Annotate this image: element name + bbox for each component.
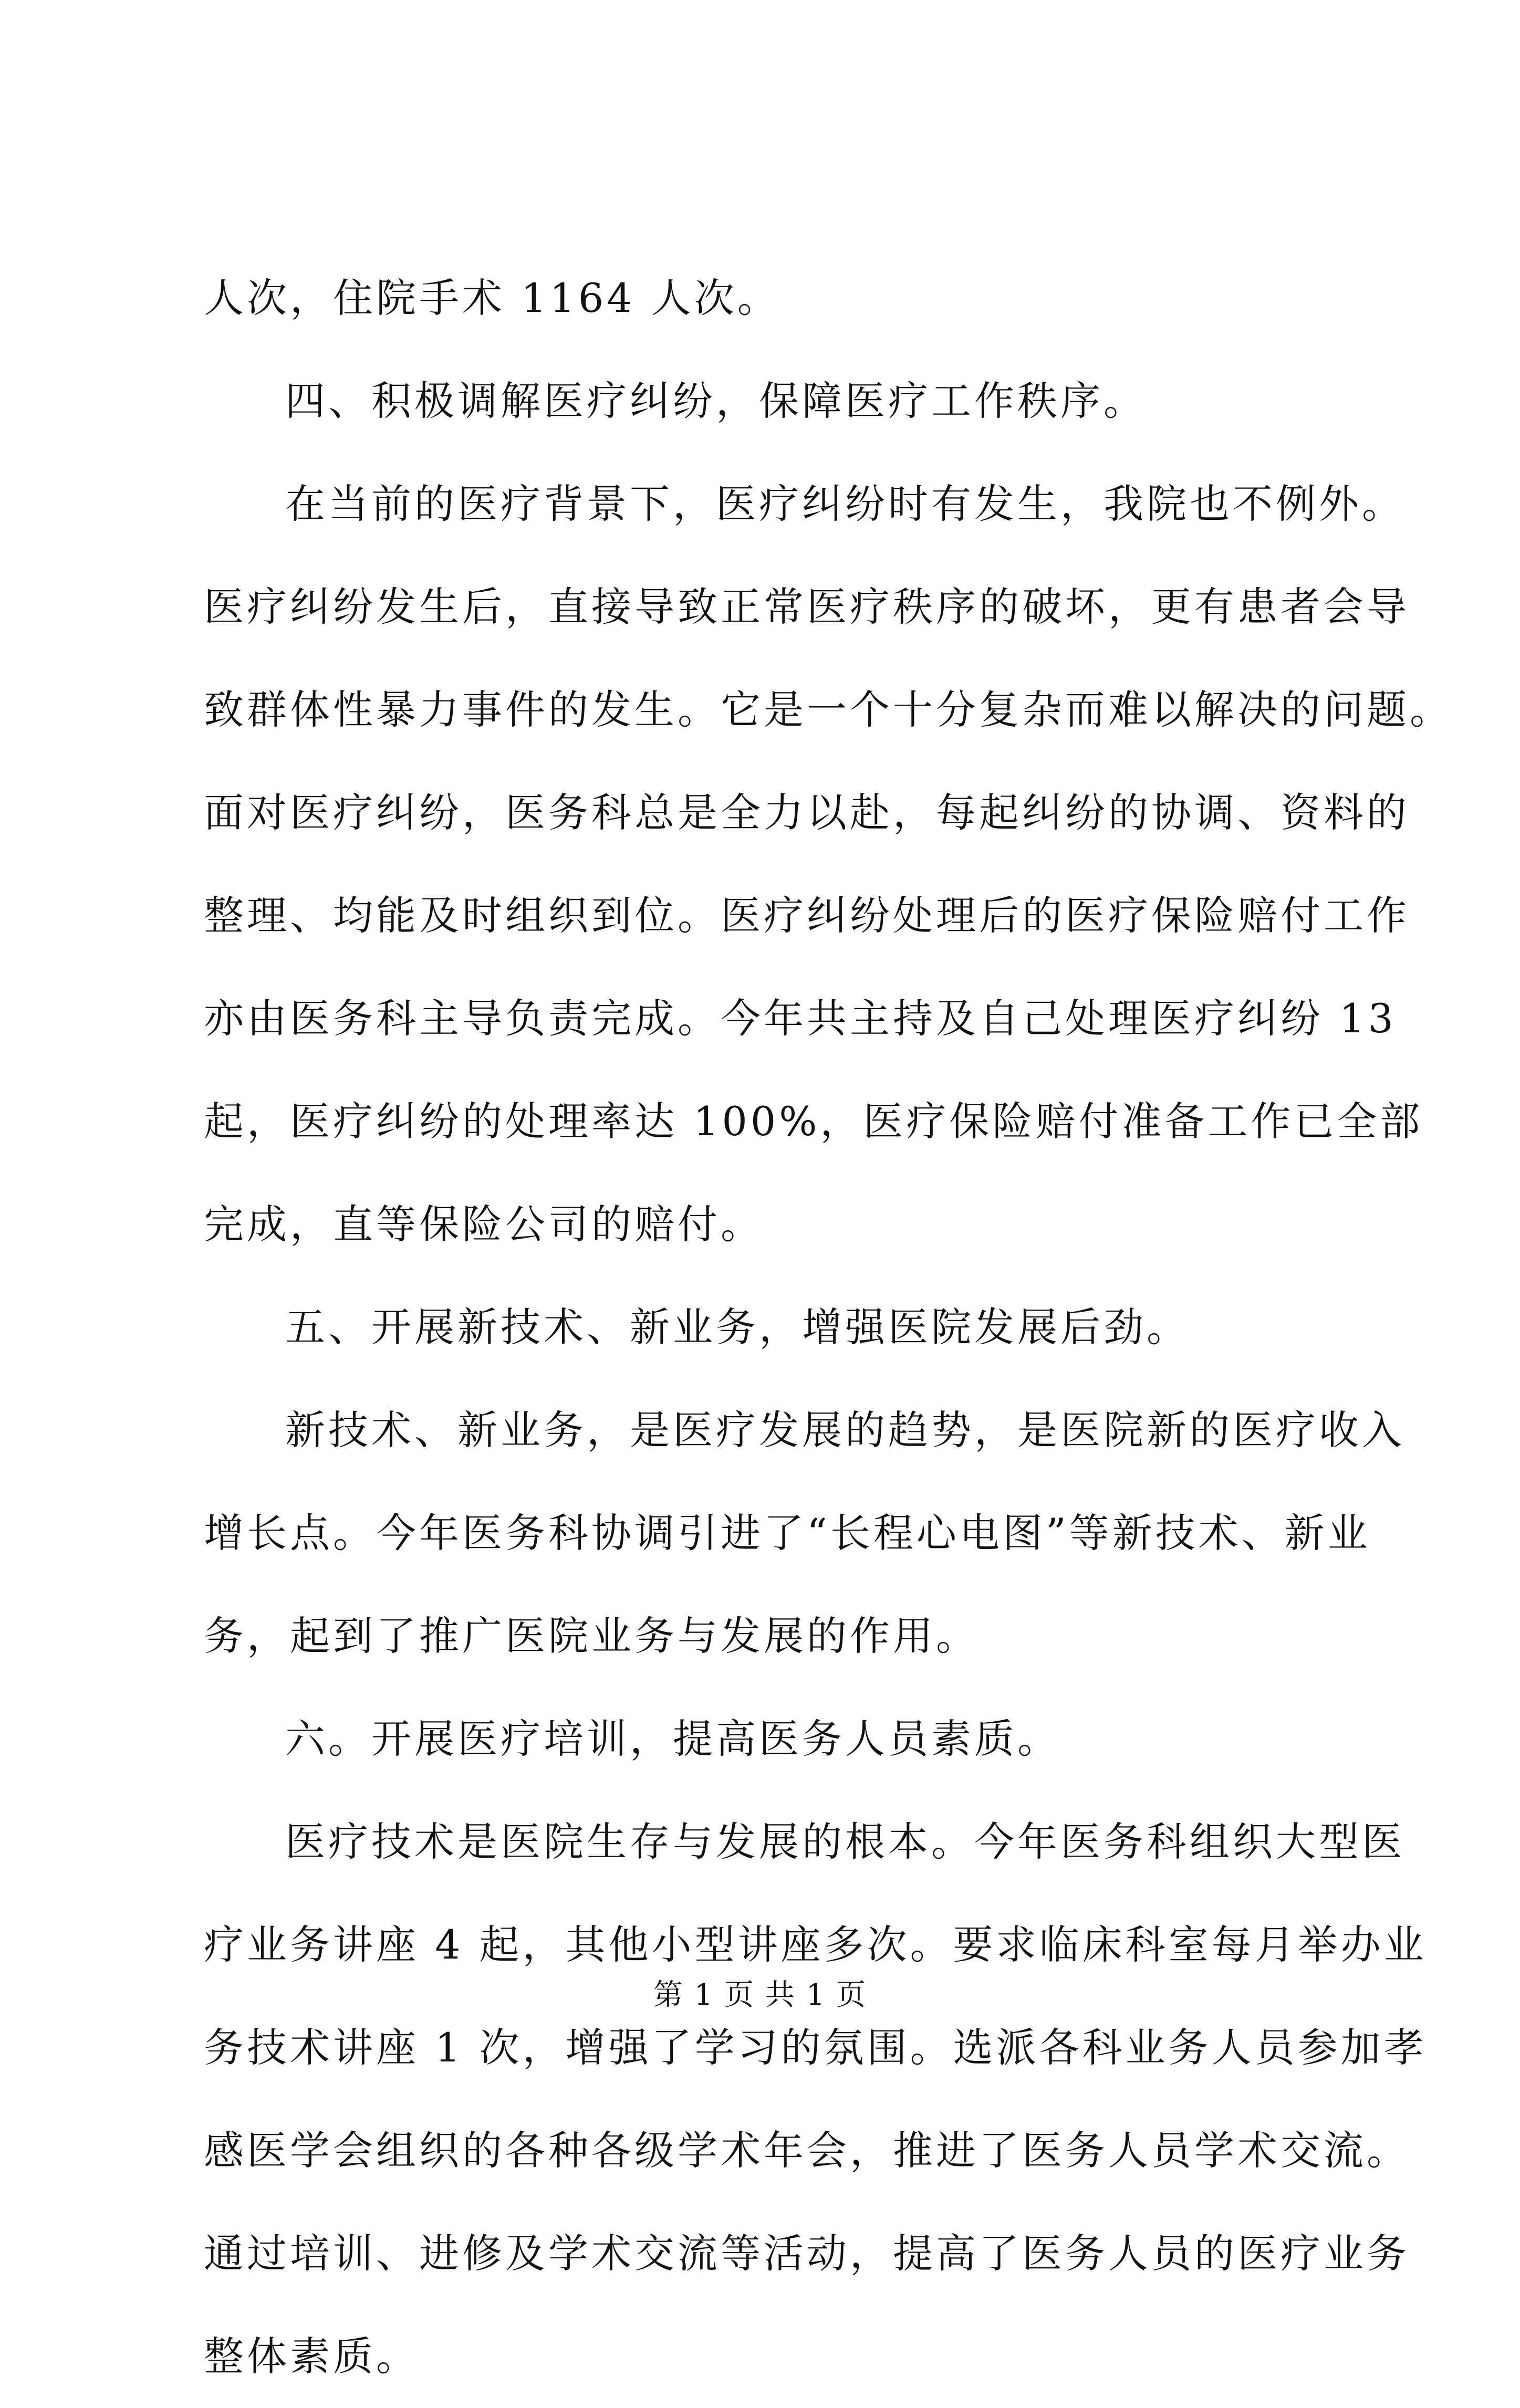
section-heading-5: 五、开展新技术、新业务，增强医院发展后劲。: [285, 1304, 1190, 1350]
text-line-1: 人次，住院手术 1164 人次。: [204, 275, 780, 321]
text-line-4: 医疗纠纷发生后，直接导致正常医疗秩序的破坏，更有患者会导: [204, 583, 1410, 630]
text-line-20: 通过培训、进修及学术交流等活动，提高了医务人员的医疗业务: [204, 2230, 1410, 2277]
text-line-18: 务技术讲座 1 次，增强了学习的氛围。选派各科业务人员参加孝: [204, 2024, 1427, 2071]
text-line-16: 医疗技术是医院生存与发展的根本。今年医务科组织大型医: [285, 1818, 1405, 1865]
text-line-19: 感医学会组织的各种各级学术年会，推进了医务人员学术交流。: [204, 2127, 1410, 2174]
document-body: [204, 247, 1453, 2408]
text-line-14: 务，起到了推广医院业务与发展的作用。: [204, 1613, 979, 1659]
text-line-8: 亦由医务科主导负责完成。今年共主持及自己处理医疗纠纷 13: [204, 995, 1397, 1042]
text-line-13: 增长点。今年医务科协调引进了“长程心电图”等新技术、新业: [204, 1510, 1371, 1556]
page-footer: 第 1 页 共 1 页: [653, 1978, 867, 2012]
text-line-7: 整理、均能及时组织到位。医疗纠纷处理后的医疗保险赔付工作: [204, 892, 1410, 939]
text-line-5: 致群体性暴力事件的发生。它是一个十分复杂而难以解决的问题。: [204, 686, 1453, 733]
section-heading-4: 四、积极调解医疗纠纷，保障医疗工作秩序。: [285, 378, 1147, 424]
text-line-9: 起，医疗纠纷的处理率达 100%，医疗保险赔付准备工作已全部: [204, 1098, 1423, 1145]
text-line-6: 面对医疗纠纷，医务科总是全力以赴，每起纠纷的协调、资料的: [204, 789, 1410, 836]
text-line-12: 新技术、新业务，是医疗发展的趋势，是医院新的医疗收入: [285, 1407, 1405, 1453]
text-line-10: 完成，直等保险公司的赔付。: [204, 1201, 764, 1248]
section-heading-6: 六。开展医疗培训，提高医务人员素质。: [285, 1715, 1060, 1762]
text-line-21: 整体素质。: [204, 2333, 419, 2380]
text-line-17: 疗业务讲座 4 起，其他小型讲座多次。要求临床科室每月举办业: [204, 1921, 1427, 1968]
text-line-3: 在当前的医疗背景下，医疗纠纷时有发生，我院也不例外。: [285, 480, 1405, 527]
